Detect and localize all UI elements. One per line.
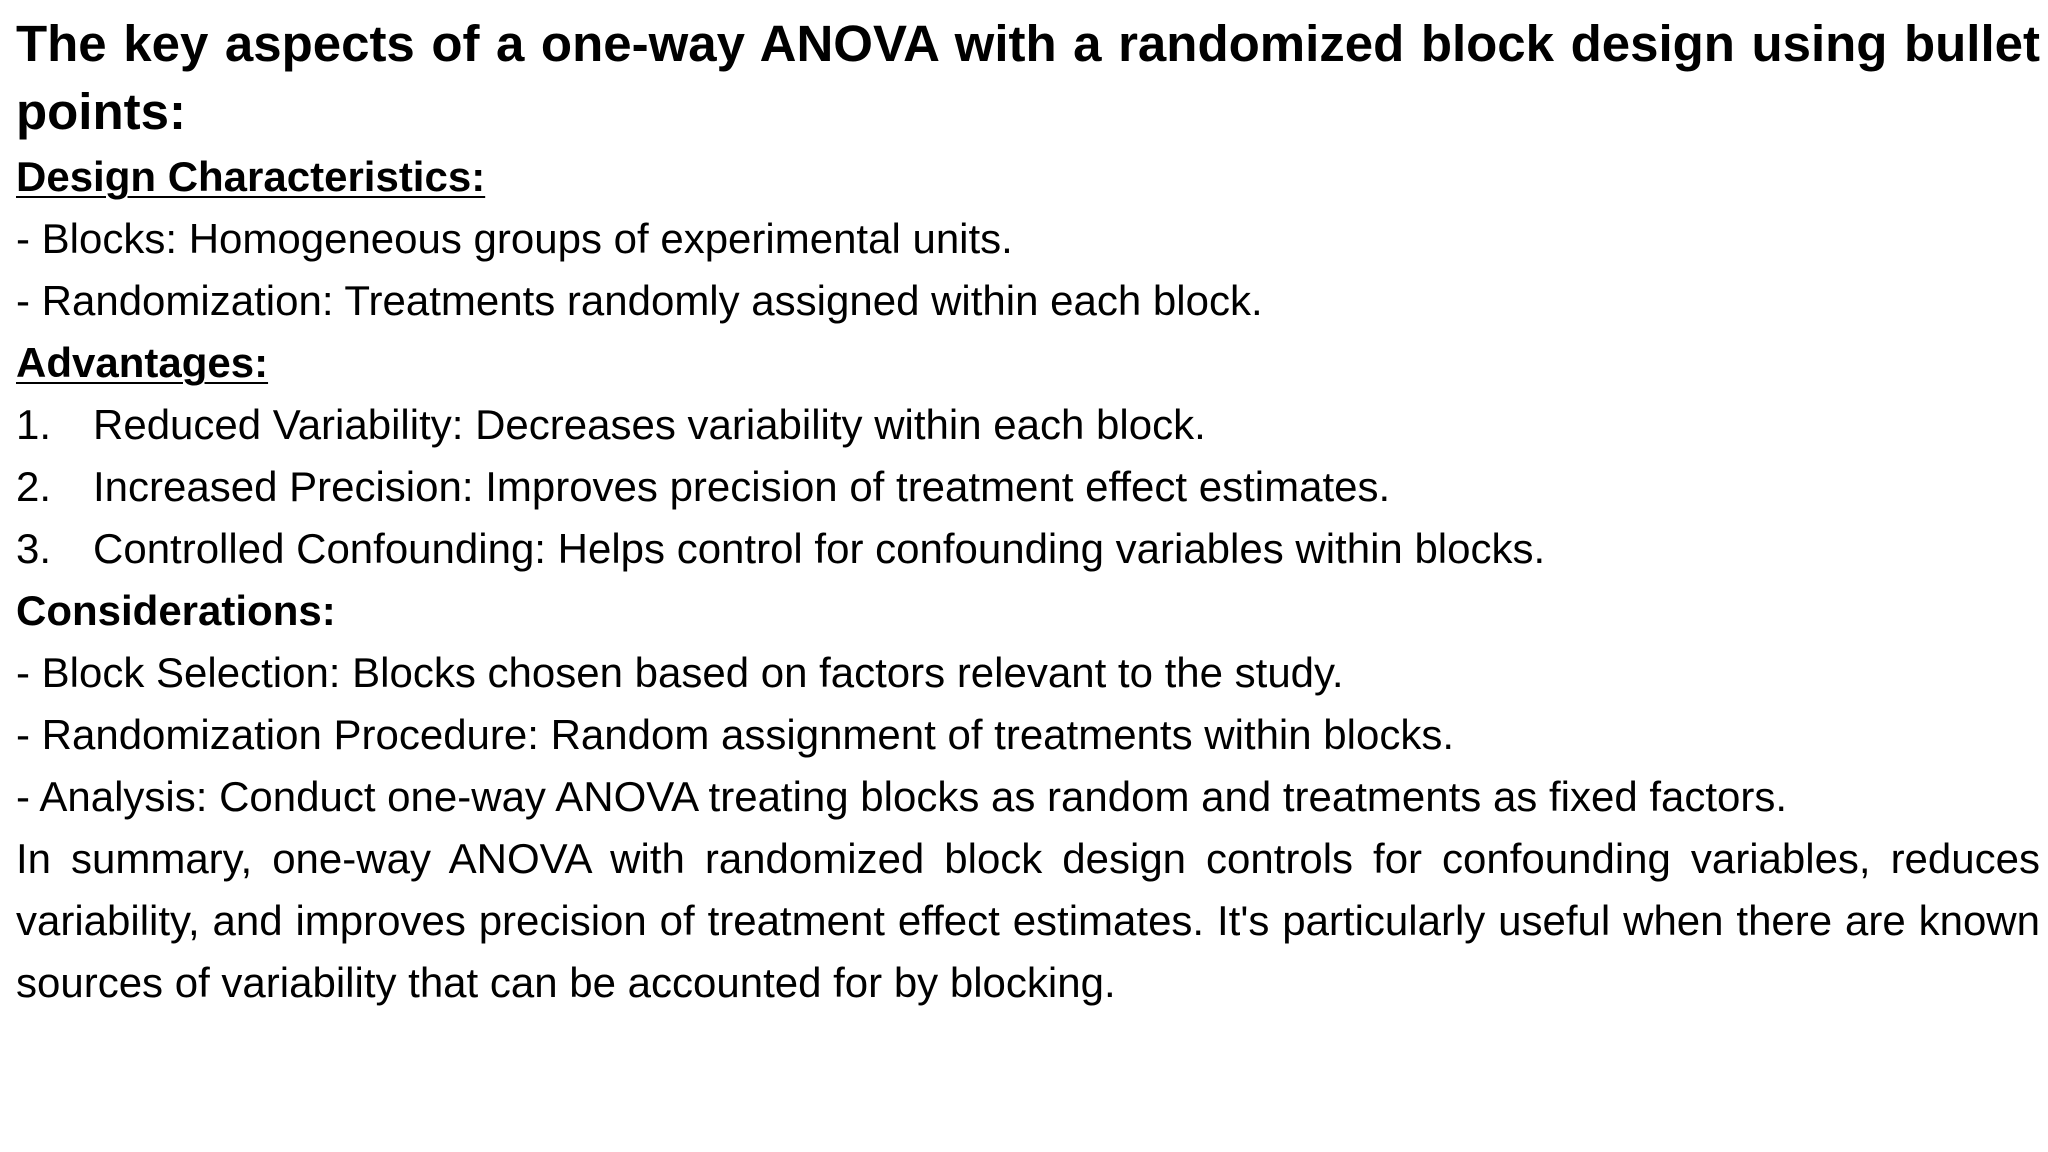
advantage-text: Controlled Confounding: Helps control for confounding variables within blocks. <box>93 525 1546 572</box>
consideration-item-randomization-procedure: - Randomization Procedure: Random assignment of treatments within blocks. <box>16 711 1455 758</box>
consideration-item-block-selection: - Block Selection: Blocks chosen based on factors relevant to the study. <box>16 649 1344 696</box>
advantage-item-2 <box>16 456 2040 518</box>
advantage-number: 3. <box>16 525 52 572</box>
advantage-text: Reduced Variability: Decreases variability within each block. <box>93 401 1206 448</box>
considerations-heading: Considerations: <box>16 587 336 634</box>
slide-title: The key aspects of a one-way ANOVA with a randomized block design using bullet points: <box>16 15 2040 140</box>
advantage-number: 2. <box>16 463 52 510</box>
design-item-randomization: - Randomization: Treatments randomly assigned within each block. <box>16 277 1263 324</box>
summary-paragraph: In summary, one-way ANOVA with randomized block design controls for confounding variables, reduces variability, and improves precision of treatment effect estimates. It's particularly useful when there are known sources of variability that can be accounted for by blocking. <box>16 835 2040 1006</box>
advantage-text: Increased Precision: Improves precision of treatment effect estimates. <box>93 463 1391 510</box>
advantage-item-3 <box>16 518 2040 580</box>
consideration-item-analysis: - Analysis: Conduct one-way ANOVA treating blocks as random and treatments as fixed factors. <box>16 773 1788 820</box>
advantages-heading: Advantages: <box>16 339 269 386</box>
design-item-blocks: - Blocks: Homogeneous groups of experimental units. <box>16 215 1013 262</box>
slide-content <box>16 10 2040 1014</box>
advantage-number: 1. <box>16 401 52 448</box>
design-characteristics-heading: Design Characteristics: <box>16 153 486 200</box>
advantage-item-1 <box>16 394 2040 456</box>
